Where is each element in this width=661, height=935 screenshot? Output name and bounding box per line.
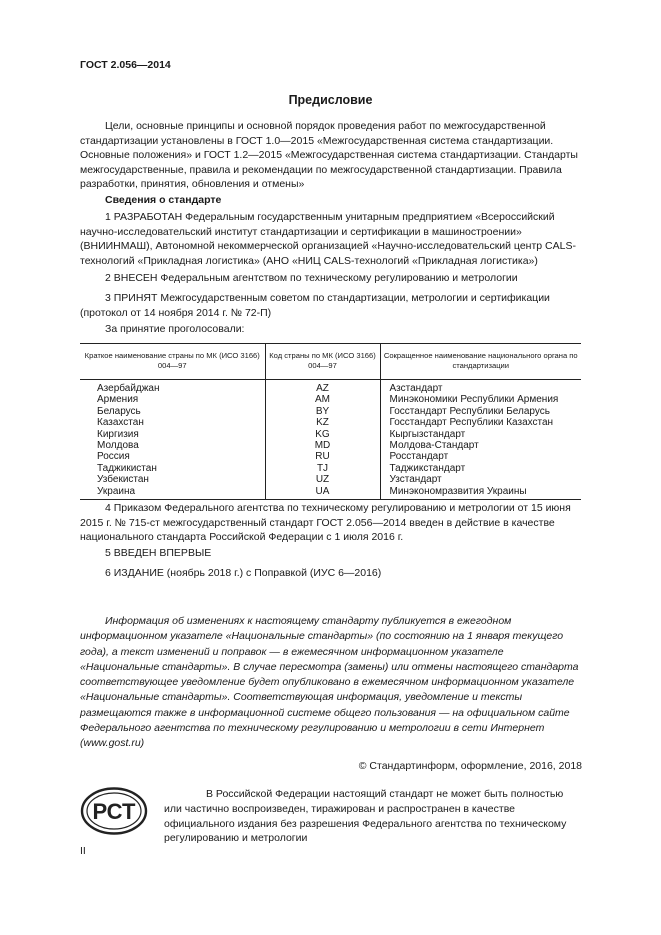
standards-body: Кыргызстандарт: [380, 429, 581, 440]
copyright-line: © Стандартинформ, оформление, 2016, 2018: [358, 760, 582, 772]
standards-body: Минэкономики Республики Армения: [380, 394, 581, 405]
standards-body: Госстандарт Республики Беларусь: [380, 406, 581, 417]
table-row: [80, 474, 581, 485]
country-name: Армения: [97, 394, 139, 406]
rst-logo-icon: [80, 786, 148, 836]
country-code: BY: [265, 406, 380, 417]
country-code: AZ: [265, 380, 380, 395]
page-number: II: [80, 845, 86, 857]
item-2-submitted: 2 ВНЕСЕН Федеральным агентством по техническому регулированию и метрологии: [105, 272, 518, 284]
section-heading: Сведения о стандарте: [105, 194, 222, 206]
intro-paragraph: Цели, основные принципы и основной порядок проведения работ по межгосударственной стандартизации установлены в ГОСТ 1.0—2015 «Межгосударственная система стандартизации. Основные положения» и ГОСТ 1.2—2015 «Межгосударственная система стандартизации. Стандарты межгосударственные, правила и рекомендации по межгосударственной стандартизации. Правила разработки, принятия, обновления и отмены»: [80, 120, 578, 191]
table-row: [80, 486, 581, 500]
page-title: Предисловие: [288, 93, 373, 107]
header-standards-body: Сокращенное наименование национального органа по стандартизации: [380, 344, 581, 380]
standards-body: Азстандарт: [380, 380, 581, 395]
country-name: Киргизия: [97, 428, 139, 440]
standards-body: Узстандарт: [380, 474, 581, 485]
country-code: KG: [265, 429, 380, 440]
table-row: [80, 380, 581, 395]
standards-body: Минэкономразвития Украины: [380, 486, 581, 500]
item-1-developed: 1 РАЗРАБОТАН Федеральным государственным унитарным предприятием «Всероссийский научно-исследовательский институт стандартизации и сертификации в машиностроении» (ВНИИНМАШ), Автономной некоммерческой организацией «Научно-исследовательский центр CALS-технологий «Прикладная логистика» (АНО «НИЦ CALS-технологий «Прикладная логистика»): [80, 211, 576, 267]
country-code: TJ: [265, 463, 380, 474]
country-code: RU: [265, 451, 380, 462]
country-name: Молдова: [97, 440, 139, 452]
item-3-adopted: 3 ПРИНЯТ Межгосударственным советом по стандартизации, метрологии и сертификации (протокол от 14 ноября 2014 г. № 72-П): [80, 292, 550, 319]
table-row: [80, 463, 581, 474]
country-name: Азербайджан: [97, 383, 160, 394]
table-row: [80, 429, 581, 440]
standards-body: Молдова-Стандарт: [380, 440, 581, 451]
header-country-name: Краткое наименование страны по МК (ИСО 3166) 004—97: [80, 344, 265, 380]
voted-label: За принятие проголосовали:: [105, 323, 245, 335]
country-name: Россия: [97, 451, 130, 463]
country-name: Таджикистан: [97, 462, 157, 474]
item-6-edition: 6 ИЗДАНИЕ (ноябрь 2018 г.) с Поправкой (ИУС 6—2016): [105, 567, 382, 579]
standards-body: Таджикстандарт: [380, 463, 581, 474]
rst-logo-text: РСТ: [92, 799, 136, 824]
changes-info-text: Информация об изменениях к настоящему стандарту публикуется в ежегодном информационном указателе «Национальные стандарты» (по состоянию на 1 января текущего года), а текст изменений и поправок — в ежемесячном информационном указателе «Национальные стандарты». В случае пересмотра (замены) или отмены настоящего стандарта соответствующее уведомление будет опубликовано в ежемесячном информационном указателе «Национальные стандарты». Соответствующая информация, уведомление и тексты размещаются также в информационной системе общего пользования — на официальном сайте Федерального агентства по техническому регулированию и метрологии в сети Интернет (www.gost.ru): [80, 615, 579, 750]
header-country-code: Код страны по МК (ИСО 3166) 004—97: [265, 344, 380, 380]
table-row: [80, 394, 581, 405]
rst-logo-graphic: [80, 786, 148, 836]
country-code: KZ: [265, 417, 380, 428]
table-row: [80, 440, 581, 451]
table-row: [80, 406, 581, 417]
document-id-header: ГОСТ 2.056—2014: [80, 59, 171, 71]
country-name: Беларусь: [97, 405, 141, 417]
country-name: Украина: [97, 485, 136, 497]
changes-info-note: [80, 614, 583, 752]
country-name: Казахстан: [97, 417, 144, 429]
item-5-first-introduced: 5 ВВЕДЕН ВПЕРВЫЕ: [105, 547, 212, 559]
standards-body: Госстандарт Республики Казахстан: [380, 417, 581, 428]
table-row: [80, 417, 581, 428]
table-row: [80, 451, 581, 462]
standards-body: Росстандарт: [380, 451, 581, 462]
country-code: UA: [265, 486, 380, 500]
country-code: UZ: [265, 474, 380, 485]
voting-table: [80, 343, 581, 500]
country-code: MD: [265, 440, 380, 451]
table-header-row: [80, 344, 581, 380]
item-4-order: 4 Приказом Федерального агентства по техническому регулированию и метрологии от 15 июня 2015 г. № 715-ст межгосударственный стандарт ГОСТ 2.056—2014 введен в действие в качестве национального стандарта Российской Федерации с 1 июля 2016 г.: [80, 502, 571, 544]
country-code: AM: [265, 394, 380, 405]
reproduction-notice: В Российской Федерации настоящий стандарт не может быть полностью или частично воспроизведен, тиражирован и распространен в качестве официального издания без разрешения Федерального агентства по техническому регулированию и метрологии: [164, 788, 567, 845]
country-name: Узбекистан: [97, 474, 149, 486]
